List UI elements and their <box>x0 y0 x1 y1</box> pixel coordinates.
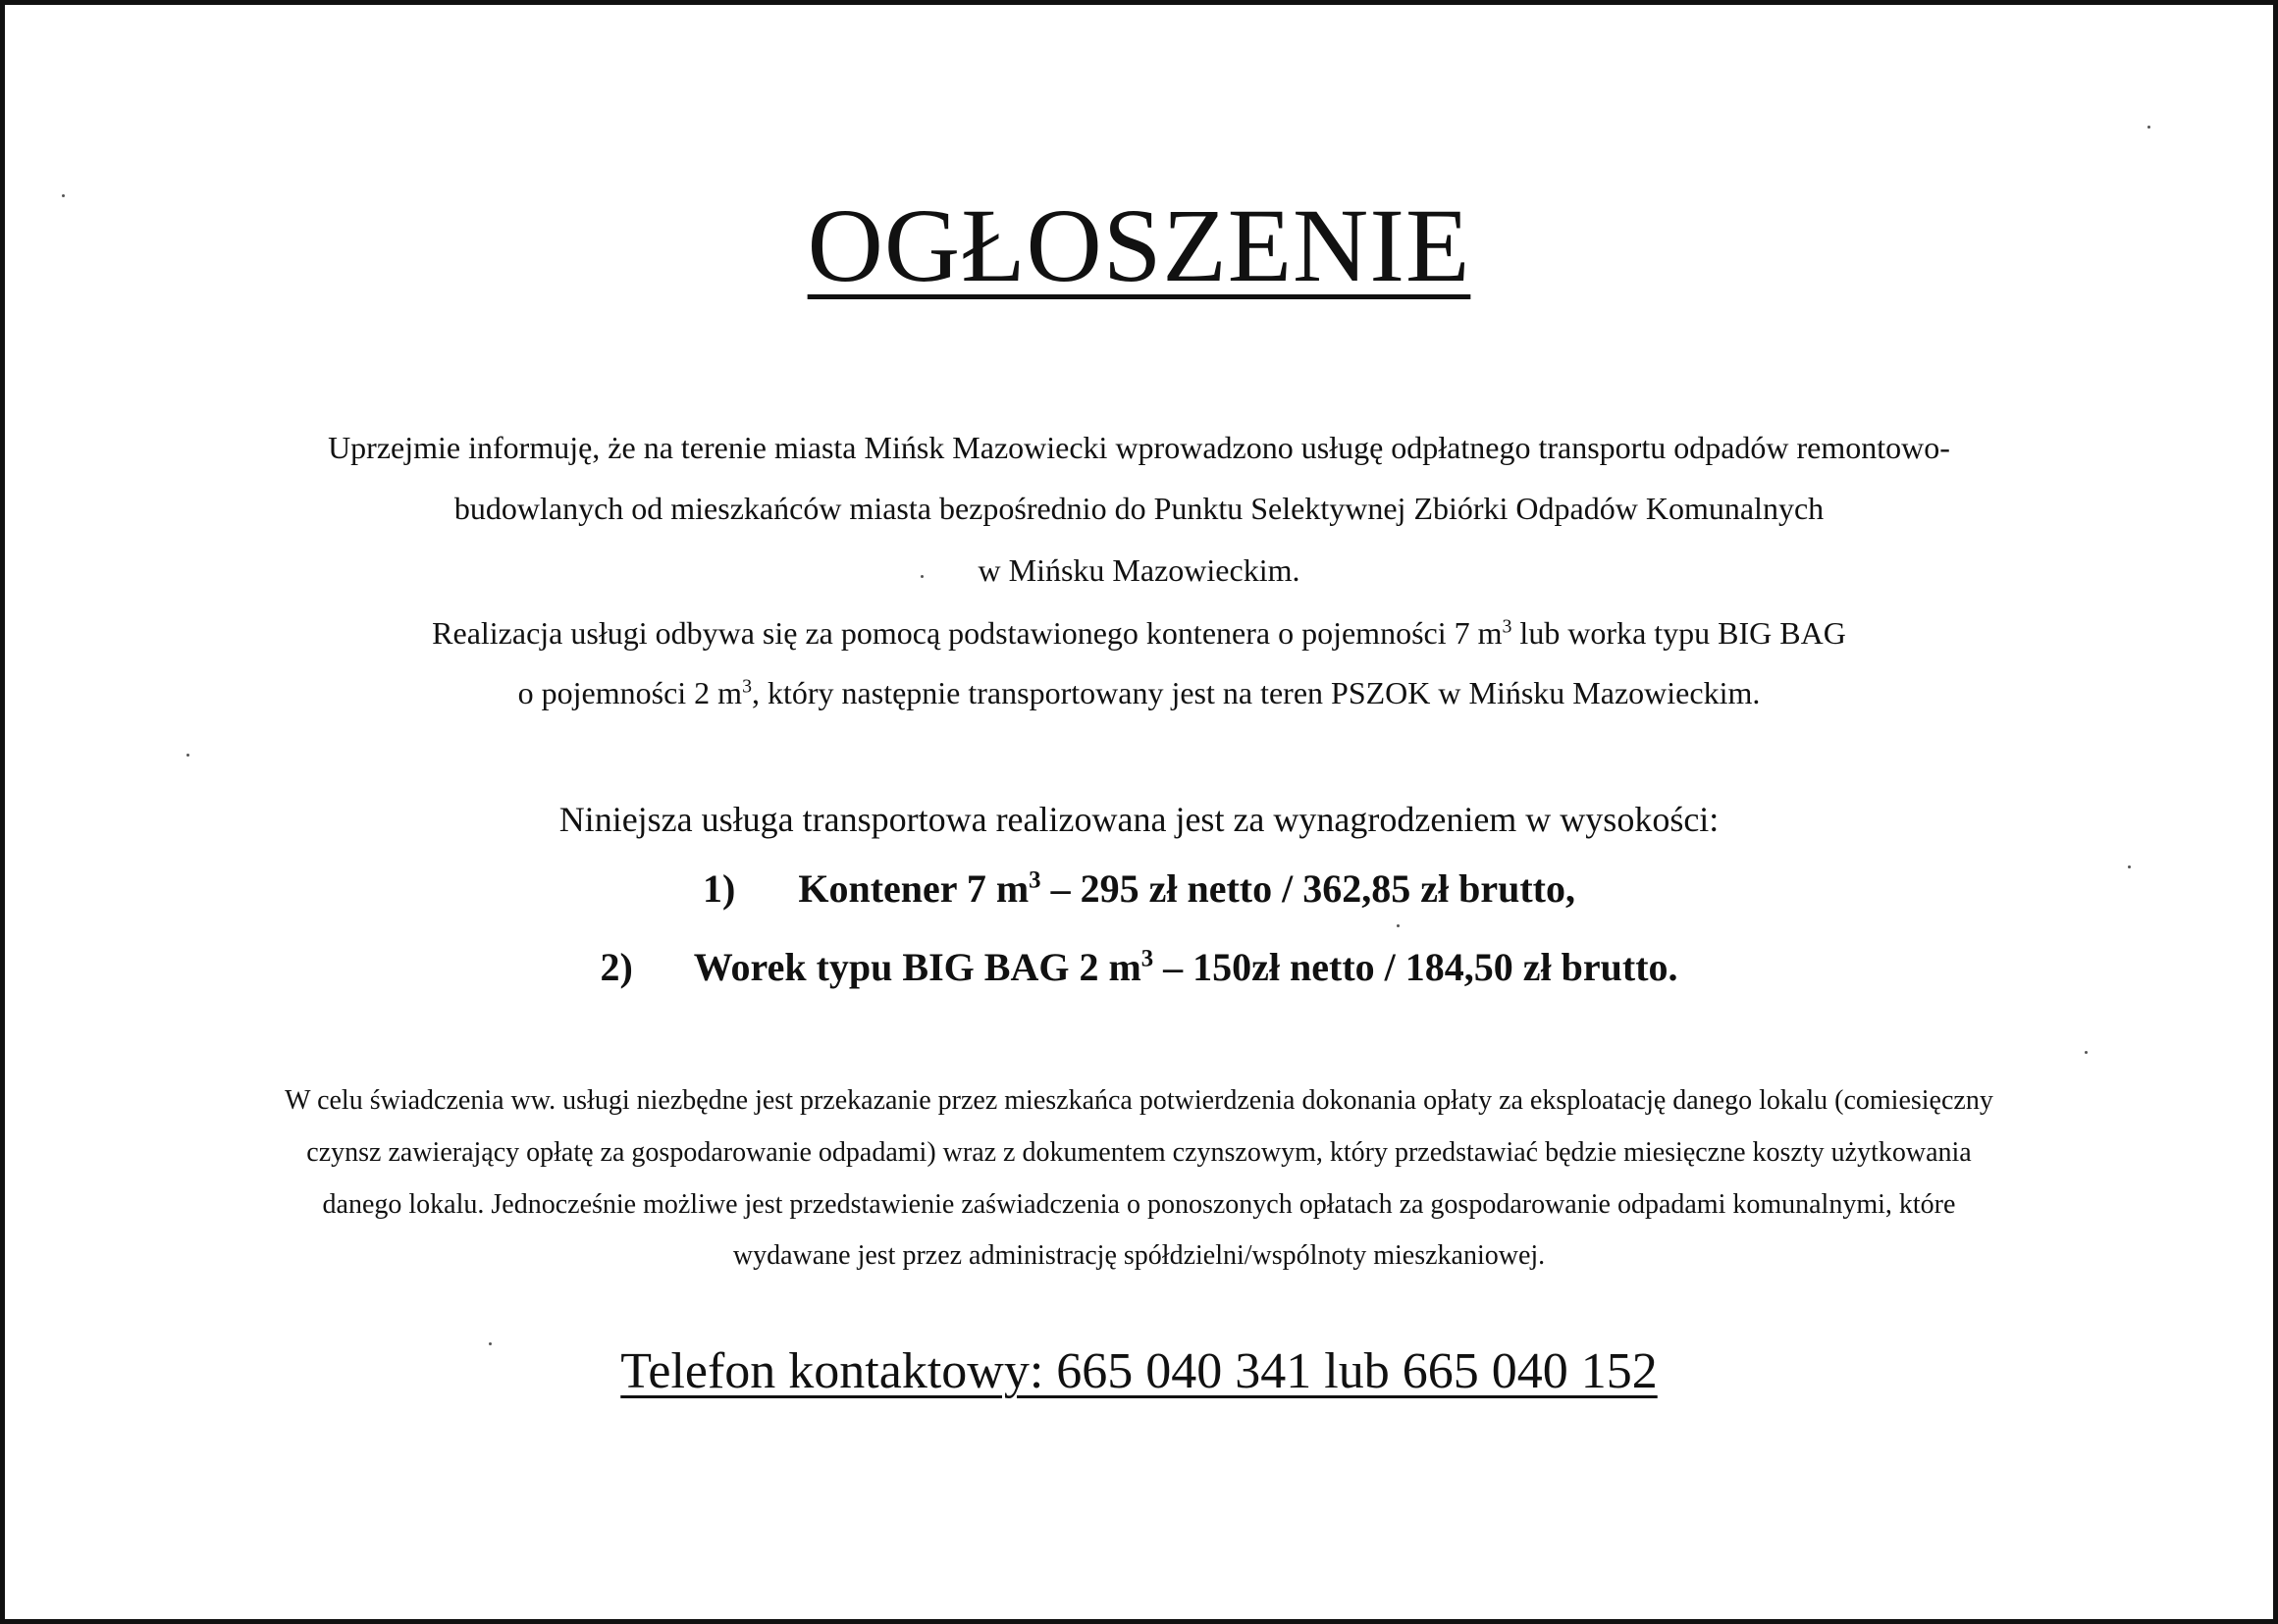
fee-intro: Niniejsza usługa transportowa realizowana jest za wynagrodzeniem w wysokości: <box>558 800 1720 839</box>
requirements-line-4: wydawane jest przez administrację spółdzielni/wspólnoty mieszkaniowej. <box>732 1240 1546 1271</box>
contact-phone-text: Telefon kontaktowy: 665 040 341 lub 665 040 152 <box>620 1343 1658 1399</box>
fee-item-price: – 295 zł netto / 362,85 zł brutto, <box>1040 866 1575 911</box>
intro-line-5-text: o pojemności 2 m <box>517 675 743 710</box>
intro-line-3: w Mińsku Mazowieckim. <box>978 552 1300 588</box>
contact-phone <box>0 1343 2278 1399</box>
scan-speck <box>921 575 924 578</box>
intro-line-1: Uprzejmie informuję, że na terenie miasta Mińsk Mazowiecki wprowadzono usługę odpłatnego transportu odpadów remontowo- <box>328 430 1950 465</box>
scan-speck <box>2147 126 2150 129</box>
title-text: OGŁOSZENIE <box>807 188 1471 304</box>
scan-speck <box>1397 924 1400 927</box>
fee-item-text: Worek typu BIG BAG 2 m <box>693 945 1141 989</box>
intro-line-2: budowlanych od mieszkańców miasta bezpośrednio do Punktu Selektywnej Zbiórki Odpadów Komunalnych <box>453 491 1825 526</box>
fee-item-number: 2) <box>600 945 633 989</box>
intro-line-5 <box>0 677 2278 708</box>
scan-speck <box>2085 1051 2088 1054</box>
superscript-cubed: 3 <box>742 675 752 698</box>
superscript-cubed: 3 <box>1502 615 1512 638</box>
fee-item-number: 1) <box>703 866 736 911</box>
scan-speck <box>186 754 189 757</box>
fee-item-bigbag <box>0 945 2278 989</box>
page-title <box>0 188 2278 304</box>
scan-speck <box>2128 865 2131 868</box>
requirements-line-3: danego lokalu. Jednocześnie możliwe jest przedstawienie zaświadczenia o ponoszonych opłatach za gospodarowanie odpadami komunalnymi, które <box>322 1189 1956 1220</box>
scan-speck <box>62 194 65 197</box>
fee-item-text: Kontener 7 m <box>798 866 1030 911</box>
intro-line-5-tail: , który następnie transportowany jest na teren PSZOK w Mińsku Mazowieckim. <box>751 675 1761 710</box>
fee-item-container <box>0 866 2278 911</box>
fee-item-price: – 150zł netto / 184,50 zł brutto. <box>1153 945 1678 989</box>
requirements-line-1: W celu świadczenia ww. usługi niezbędne jest przekazanie przez mieszkańca potwierdzenia dokonania opłaty za eksploatację danego lokalu (comiesięczny <box>285 1085 1993 1116</box>
intro-line-4 <box>0 617 2278 649</box>
intro-line-4-text: Realizacja usługi odbywa się za pomocą podstawionego kontenera o pojemności 7 m <box>432 615 1503 651</box>
requirements-line-2: czynsz zawierający opłatę za gospodarowanie odpadami) wraz z dokumentem czynszowym, który przedstawiać będzie miesięczne koszty użytkowania <box>306 1137 1972 1168</box>
scan-speck <box>489 1342 492 1345</box>
superscript-cubed: 3 <box>1140 945 1154 972</box>
intro-line-4-tail: lub worka typu BIG BAG <box>1511 615 1846 651</box>
superscript-cubed: 3 <box>1029 866 1041 894</box>
